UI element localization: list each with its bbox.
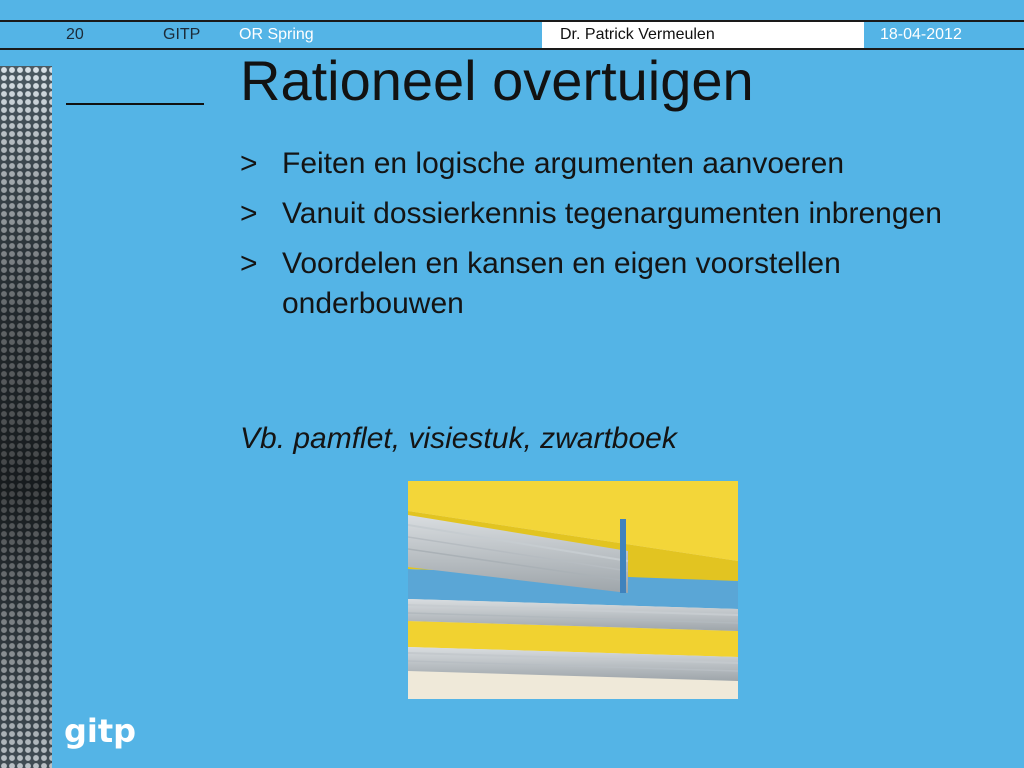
bullet-marker: > — [240, 197, 258, 230]
bullet-marker: > — [240, 147, 258, 180]
example-text: Vb. pamflet, visiestuk, zwartboek — [240, 422, 677, 455]
bullet-text: Vanuit dossierkennis tegenargumenten inbrengen — [282, 197, 942, 230]
header-author: Dr. Patrick Vermeulen — [560, 26, 715, 43]
bullet-item — [240, 144, 960, 184]
title-rule — [66, 103, 204, 105]
header-bar — [0, 20, 1024, 50]
logo-wordmark: gitp — [64, 712, 137, 750]
header-author-box — [542, 22, 864, 48]
bullet-item — [240, 194, 960, 234]
slide-title: Rationeel overtuigen — [240, 49, 754, 112]
bullet-item — [240, 244, 960, 324]
header-organization: GITP — [163, 26, 201, 43]
slide-number: 20 — [66, 26, 84, 43]
bullet-text: Voordelen en kansen en eigen voorstellen onderbouwen — [282, 247, 841, 320]
gitp-logo — [64, 712, 140, 756]
header-date: 18-04-2012 — [880, 26, 962, 43]
bullet-marker: > — [240, 247, 258, 280]
stacked-reports-photo-icon — [408, 481, 738, 699]
header-event: OR Spring — [239, 26, 314, 43]
halftone-decoration — [0, 66, 52, 768]
bullet-text: Feiten en logische argumenten aanvoeren — [282, 147, 845, 180]
bullet-list — [240, 144, 960, 334]
